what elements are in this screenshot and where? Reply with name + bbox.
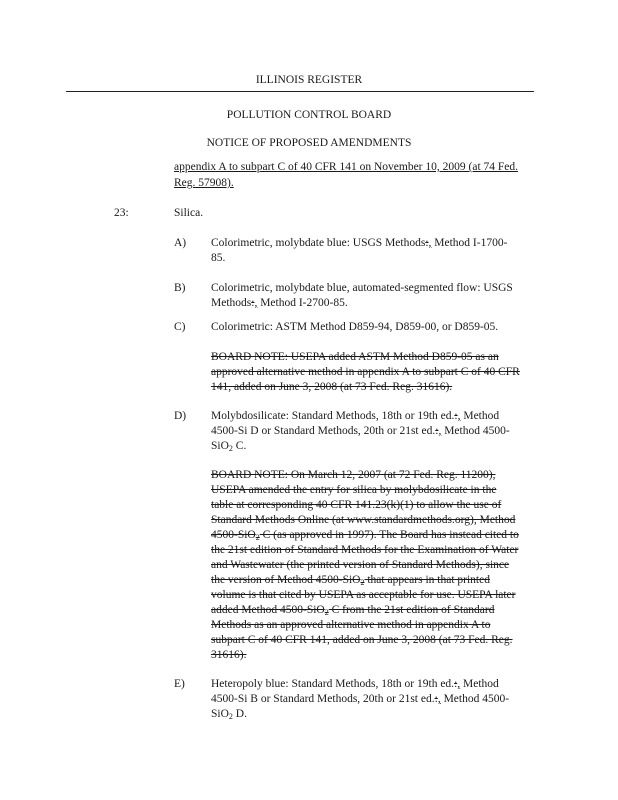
- item-b-added-comma: ,: [254, 297, 258, 309]
- item-e-label: E): [174, 678, 185, 690]
- item-d-note-line-1: [211, 468, 496, 483]
- item-d-note-l10-sub: 2: [324, 608, 329, 617]
- item-d-line-1: [211, 409, 499, 424]
- item-d-note-l8-sub: 2: [360, 578, 365, 587]
- item-e-text-2: 4500-Si B or Standard Methods, 20th or 21st ed.: [211, 693, 435, 705]
- item-e-sio-sub: 2: [228, 712, 233, 721]
- item-b-line-2: [211, 296, 348, 311]
- item-d-note-line-4: Standard Methods Online (at www.standardmethods.org), Method: [211, 514, 516, 526]
- item-d-note-line-6: the 21st edition of Standard Methods for the Examination of Water: [211, 544, 519, 556]
- item-d-note-l1: On March 12, 2007 (at 72 Fed. Reg. 11200),: [290, 469, 496, 481]
- item-e-added-comma-1: ,: [457, 678, 461, 690]
- item-e-line-1: [211, 677, 499, 692]
- item-c-note-line-3: 141, added on June 3, 2008 (at 73 Fed. Reg. 31616).: [211, 381, 453, 393]
- item-e-line-2: [211, 692, 509, 707]
- register-title: ILLINOIS REGISTER: [255, 74, 363, 86]
- item-e-text-1: Heteropoly blue: Standard Methods, 18th or 19th ed.: [211, 678, 455, 690]
- item-d-note-line-5: [211, 528, 519, 543]
- item-c-note-line-2: approved alternative method in appendix A to subpart C of 40 CFR: [211, 366, 520, 378]
- item-d-note-l5-a: 4500-SiO: [211, 529, 256, 541]
- item-b-method: Method I-2700-85.: [257, 297, 348, 309]
- item-b-label: B): [174, 282, 186, 294]
- item-b-line-1: Colorimetric, molybdate blue, automated-segmented flow: USGS: [211, 282, 513, 294]
- item-d-deleted-colon-1: :: [454, 410, 458, 422]
- notice-title: NOTICE OF PROPOSED AMENDMENTS: [206, 137, 412, 149]
- item-e-method-1: Method: [460, 678, 499, 690]
- item-c-note-line-1: [211, 350, 499, 365]
- item-a-method: Method I-1700-: [431, 237, 508, 249]
- item-d-note-line-3: table at corresponding 40 CFR 141.23(k)(1) to allow the use of: [211, 499, 502, 511]
- intro-line-1: appendix A to subpart C of 40 CFR 141 on November 10, 2009 (at 74 Fed.: [174, 161, 519, 173]
- item-c-note-head: BOARD NOTE:: [211, 351, 291, 363]
- item-b-text: Methods: [211, 297, 252, 309]
- item-a-deleted-colon: :: [425, 237, 429, 249]
- item-d-note-l5-sub: 2: [255, 533, 260, 542]
- intro-line-2: Reg. 57908).: [174, 177, 234, 189]
- item-e-added-comma-2: ,: [437, 693, 441, 705]
- item-23-number: 23:: [114, 207, 129, 219]
- item-d-note-line-7: and Wastewater (the printed version of Standard Methods), since: [211, 559, 510, 571]
- item-d-sio-sub: 2: [228, 444, 233, 453]
- header-rule: [66, 91, 534, 92]
- item-d-note-line-2: USEPA amended the entry for silica by molybdosilicate in the: [211, 484, 497, 496]
- item-d-sio: SiO: [211, 440, 229, 452]
- item-d-suffix: C.: [232, 440, 247, 452]
- item-d-note-line-11: Methods as an approved alternative method in appendix A to: [211, 619, 491, 631]
- item-d-note-line-8: [211, 573, 490, 588]
- item-d-note-l8-b: that appears in that printed: [364, 574, 490, 586]
- item-c-note-text: USEPA added ASTM Method D859-05 as an: [290, 351, 499, 363]
- item-a-line-2: 85.: [211, 252, 226, 264]
- item-b-deleted-colon: :: [251, 297, 255, 309]
- item-c-label: C): [174, 321, 186, 333]
- item-d-label: D): [174, 410, 187, 422]
- item-d-note-l10-b: C from the 21st edition of Standard: [328, 604, 495, 616]
- item-d-added-comma-1: ,: [457, 410, 461, 422]
- item-e-suffix: D.: [232, 708, 247, 720]
- item-e-method-2: Method 4500-: [440, 693, 510, 705]
- item-a-label: A): [174, 237, 187, 249]
- item-d-deleted-colon-2: :: [435, 425, 439, 437]
- item-e-line-3: [211, 707, 247, 722]
- item-d-note-line-9: volume is that cited by USEPA as acceptable for use. USEPA later: [211, 589, 516, 601]
- item-d-method-2: Method 4500-: [441, 425, 510, 437]
- board-title: POLLUTION CONTROL BOARD: [226, 109, 392, 121]
- item-d-text-2: 4500-Si D or Standard Methods, 20th or 21st ed.: [211, 425, 436, 437]
- item-d-note-l8-a: the version of Method 4500-SiO: [211, 574, 361, 586]
- item-a-added-comma: ,: [428, 237, 432, 249]
- item-e-sio: SiO: [211, 708, 229, 720]
- item-23-title: Silica.: [174, 207, 204, 219]
- item-d-note-line-13: 31616).: [211, 649, 247, 661]
- item-d-line-2: [211, 424, 510, 439]
- item-e-deleted-colon-1: :: [454, 678, 458, 690]
- item-d-note-line-10: [211, 603, 495, 618]
- item-d-note-l5-c: The Board has instead cited to: [376, 529, 519, 541]
- item-d-method-1: Method: [460, 410, 500, 422]
- item-d-note-line-12: subpart C of 40 CFR 141, added on June 3, 2008 (at 73 Fed. Reg.: [211, 634, 513, 646]
- item-d-note-l5-b: C (as approved in 1997).: [259, 529, 377, 541]
- item-d-line-3: [211, 439, 246, 454]
- item-c-line-1: Colorimetric: ASTM Method D859-94, D859-00, or D859-05.: [211, 321, 499, 333]
- item-d-note-l10-a: added Method 4500-SiO: [211, 604, 325, 616]
- item-d-added-comma-2: ,: [438, 425, 442, 437]
- item-a-text: Colorimetric, molybdate blue: USGS Methods: [211, 237, 426, 249]
- item-d-note-head: BOARD NOTE:: [211, 469, 291, 481]
- item-e-deleted-colon-2: :: [434, 693, 438, 705]
- item-d-text-1: Molybdosilicate: Standard Methods, 18th or 19th ed.: [211, 410, 455, 422]
- item-a-line-1: [211, 236, 507, 251]
